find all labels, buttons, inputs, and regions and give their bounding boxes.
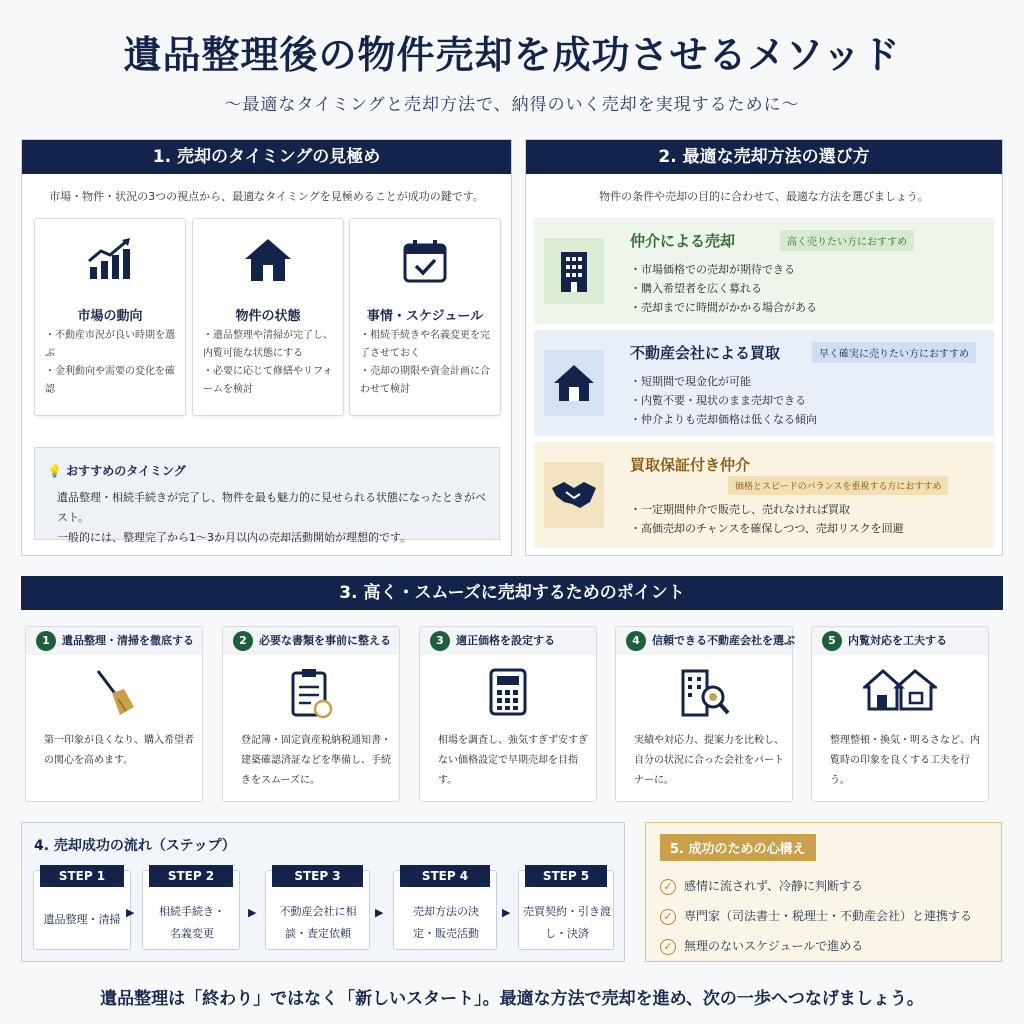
point-card-header: 4 信頼できる不動産会社を選ぶ: [616, 627, 792, 655]
step-text: 遺品整理・清掃: [43, 913, 121, 926]
step-2: [142, 870, 240, 950]
page-subtitle: 〜最適なタイミングと売却方法で、納得のいく売却を実現するために〜: [224, 95, 800, 115]
list-item: ・ 内覧不要・現状のまま売却できる: [630, 391, 817, 410]
handshake-icon: [544, 462, 604, 528]
section-methods-heading: 2. 最適な売却方法の選び方: [526, 140, 1002, 174]
method-buyout: [534, 330, 994, 436]
mindset-list: [660, 871, 972, 961]
list-item: ・ 市場価格での売却が期待できる: [630, 260, 817, 279]
point-number: 2: [233, 631, 253, 651]
section-mindset: [645, 822, 1002, 962]
point-number: 5: [822, 631, 842, 651]
list-item: ・ 相続手続きや名義変更を完了させておく: [360, 327, 494, 363]
method-badge: 早く確実に売りたい方におすすめ: [812, 342, 976, 363]
broom-icon: [26, 667, 202, 723]
step-text: 不動産会社に相談・査定依頼: [279, 905, 357, 940]
section-methods: [525, 139, 1003, 556]
list-item: ・ 高価売却のチャンスを確保しつつ、売却リスクを回避: [630, 519, 904, 538]
list-item: ・ 仲介よりも売却価格は低くなる傾向: [630, 410, 817, 429]
step-5: [518, 870, 614, 950]
arrow-right-icon: ▶: [248, 906, 257, 919]
list-item: ・ 購入希望者を広く募れる: [630, 279, 817, 298]
check-circle-icon: ✓: [660, 879, 676, 895]
lightbulb-icon: 💡: [47, 464, 62, 478]
method-badge: 高く売りたい方におすすめ: [780, 230, 914, 251]
clipboard-document-icon: [223, 667, 399, 723]
timing-card-schedule: [349, 218, 501, 416]
arrow-right-icon: ▶: [502, 906, 511, 919]
step-text: 売買契約・引き渡し・決済: [523, 905, 611, 940]
method-title: 買取保証付き仲介: [630, 456, 751, 474]
section-timing-heading: 1. 売却のタイミングの見極め: [22, 140, 511, 174]
list-item: ・ 遺品整理や清掃が完了し、内覧可能な状態にする: [203, 327, 337, 363]
calculator-icon: [420, 667, 596, 721]
page-title: 遺品整理後の物件売却を成功させるメソッド: [123, 32, 901, 77]
step-text: 相続手続き・名義変更: [159, 905, 225, 940]
point-card-cleanup: [25, 626, 203, 802]
timing-card-title: 物件の状態: [235, 309, 301, 324]
point-card-pricing: [419, 626, 597, 802]
point-card-header: 1 遺品整理・清掃を徹底する: [26, 627, 202, 655]
method-title: 仲介による売却: [630, 232, 736, 250]
point-text: 整理整頓・換気・明るさなど、内覧時の印象を良くする工夫を行う。: [830, 735, 980, 786]
twin-houses-icon: [812, 667, 988, 717]
list-item: ・ 必要に応じて修繕やリフォームを検討: [203, 363, 337, 399]
timing-card-property: [192, 218, 344, 416]
footer-message: 遺品整理は「終わり」ではなく「新しいスタート」。最適な方法で売却を進め、次の一歩へつなげましょう。: [100, 989, 924, 1009]
step-label: STEP 2: [149, 865, 233, 887]
list-item: ✓ 感情に流されず、冷静に判断する: [660, 871, 972, 901]
point-text: 第一印象が良くなり、購入希望者の関心を高めます。: [44, 735, 194, 766]
recommended-timing-title: 💡 おすすめのタイミング: [47, 464, 186, 478]
list-item: ✓ 専門家（司法書士・税理士・不動産会社）と連携する: [660, 901, 972, 931]
list-item: ・ 不動産市況が良い時期を選ぶ: [45, 327, 179, 363]
check-circle-icon: ✓: [660, 909, 676, 925]
method-guaranteed-brokerage: [534, 442, 994, 548]
house-icon: [544, 350, 604, 416]
building-icon: [544, 238, 604, 304]
recommended-timing-box: [34, 447, 500, 544]
rising-bar-chart-icon: [35, 237, 185, 285]
step-label: STEP 4: [400, 865, 490, 887]
point-text: 相場を調査し、強気すぎず安すぎない価格設定で早期売却を目指す。: [438, 735, 588, 786]
method-badge: 価格とスピードのバランスを重視する方におすすめ: [728, 476, 948, 495]
step-text: 売却方法の決定・販売活動: [413, 905, 479, 940]
step-3: [265, 870, 370, 950]
arrow-right-icon: ▶: [126, 906, 135, 919]
timing-card-list: [45, 327, 179, 399]
point-card-header: 2 必要な書類を事前に整える: [223, 627, 399, 655]
step-1: [33, 870, 131, 950]
timing-card-market: [34, 218, 186, 416]
method-list: [630, 372, 817, 429]
point-number: 3: [430, 631, 450, 651]
method-brokerage: [534, 218, 994, 324]
timing-card-list: [203, 327, 337, 399]
arrow-right-icon: ▶: [375, 906, 384, 919]
check-circle-icon: ✓: [660, 939, 676, 955]
list-item: ・ 金利動向や需要の変化を確認: [45, 363, 179, 399]
section-timing: [21, 139, 512, 556]
section-mindset-heading: 5. 成功のための心構え: [660, 834, 816, 861]
list-item: ・ 売却の期限や資金計画に合わせて検討: [360, 363, 494, 399]
house-icon: [193, 237, 343, 287]
step-4: [393, 870, 497, 950]
section-steps-heading: 4. 売却成功の流れ（ステップ）: [34, 838, 236, 854]
method-list: [630, 260, 817, 317]
section-timing-intro: 市場・物件・状況の3つの視点から、最適なタイミングを見極めることが成功の鍵です。: [49, 190, 484, 203]
point-text: 登記簿・固定資産税納税通知書・建築確認済証などを準備し、手続きをスムーズに。: [241, 735, 391, 786]
section-points-heading: 3. 高く・スムーズに売却するためのポイント: [21, 576, 1003, 610]
step-label: STEP 1: [40, 865, 124, 887]
point-text: 実績や対応力、提案力を比較し、自分の状況に合った会社をパートナーに。: [634, 735, 784, 786]
point-card-agency: [615, 626, 793, 802]
list-item: ✓ 無理のないスケジュールで進める: [660, 931, 972, 961]
recommended-timing-text: 遺品整理・相続手続きが完了し、物件を最も魅力的に見せられる状態になったときがベスト。 一般的には、整理完了から1〜3か月以内の売却活動開始が理想的です。: [57, 491, 486, 544]
point-card-viewing: [811, 626, 989, 802]
point-number: 4: [626, 631, 646, 651]
timing-card-title: 市場の動向: [77, 309, 143, 324]
method-list: [630, 500, 904, 538]
list-item: ・ 短期間で現金化が可能: [630, 372, 817, 391]
point-card-header: 3 適正価格を設定する: [420, 627, 596, 655]
calendar-check-icon: [350, 237, 500, 287]
section-methods-intro: 物件の条件や売却の目的に合わせて、最適な方法を選びましょう。: [599, 190, 929, 203]
list-item: ・ 一定期間仲介で販売し、売れなければ買取: [630, 500, 904, 519]
building-magnifier-icon: [616, 667, 792, 723]
timing-card-list: [360, 327, 494, 399]
step-label: STEP 5: [525, 865, 607, 887]
list-item: ・ 売却までに時間がかかる場合がある: [630, 298, 817, 317]
point-card-header: 5 内覧対応を工夫する: [812, 627, 988, 655]
method-title: 不動産会社による買取: [630, 344, 781, 362]
step-label: STEP 3: [272, 865, 363, 887]
point-number: 1: [36, 631, 56, 651]
timing-card-title: 事情・スケジュール: [366, 309, 484, 324]
point-card-documents: [222, 626, 400, 802]
